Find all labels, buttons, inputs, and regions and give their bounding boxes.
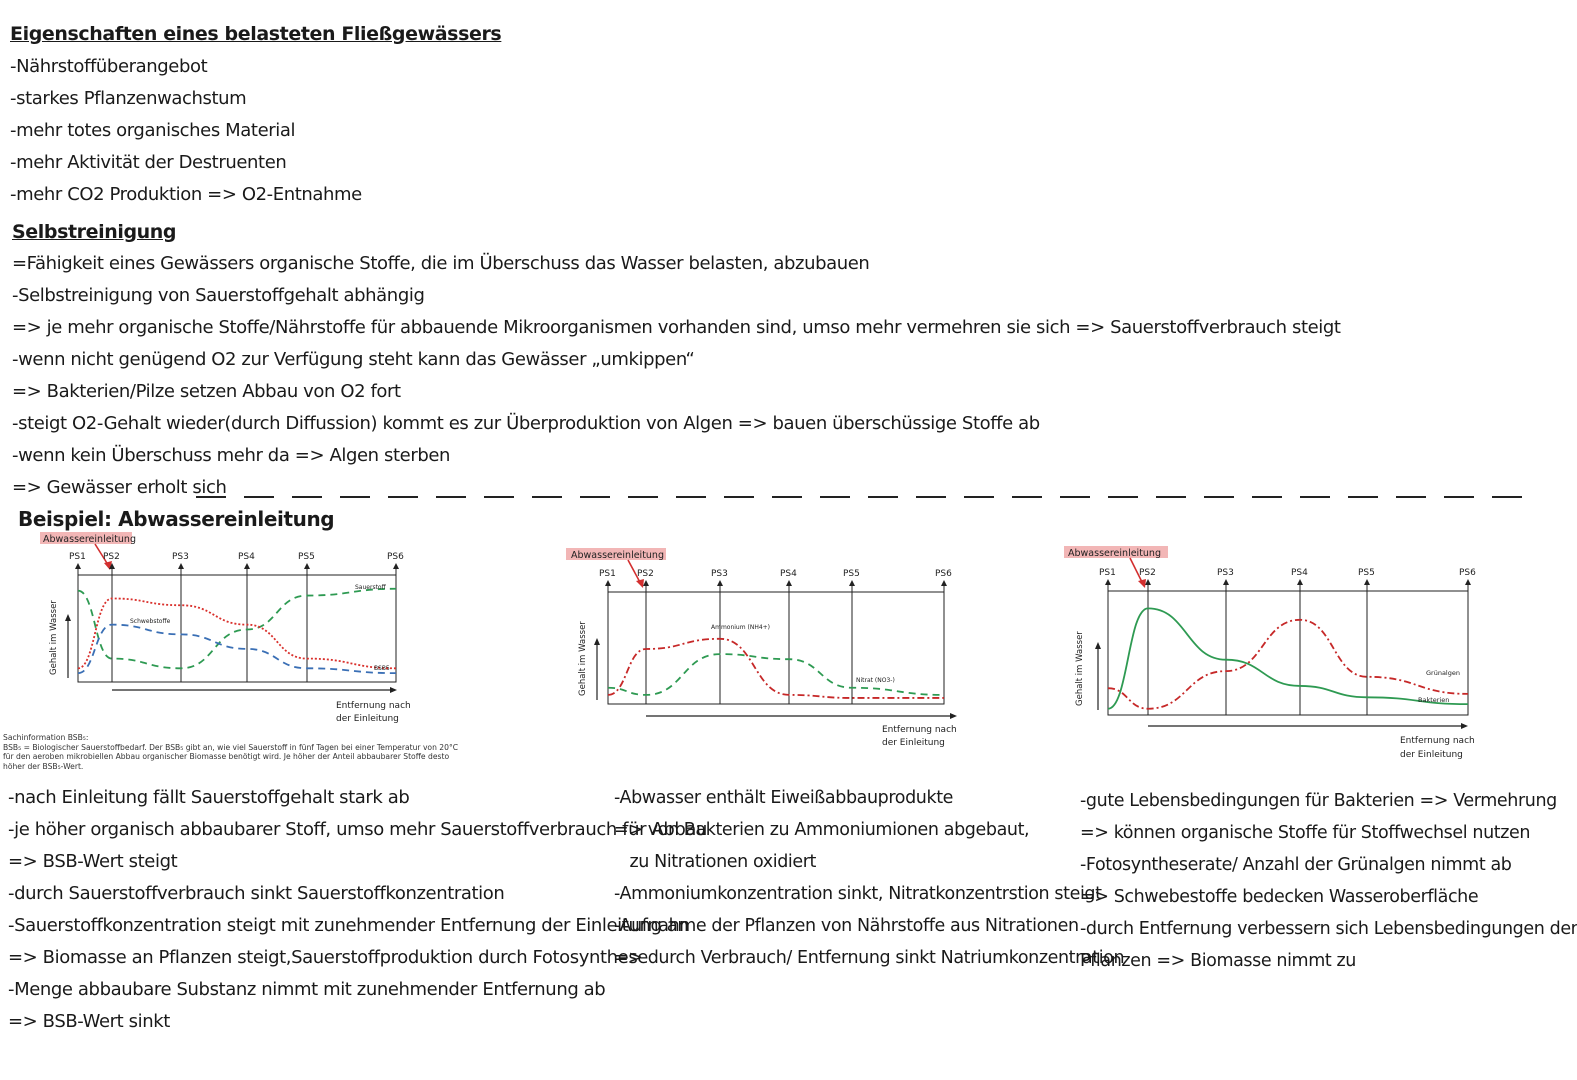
station-arrow (941, 580, 947, 586)
chart-sauerstoff-bsb (40, 530, 460, 730)
text-line: => BSB-Wert sinkt (8, 1011, 170, 1032)
station-label-ps3: PS3 (172, 552, 189, 562)
x-axis-label-2: der Einleitung (882, 738, 945, 748)
y-axis-label: Gehalt im Wasser (578, 621, 588, 696)
text-line: -Selbstreinigung von Sauerstoffgehalt abhängig (12, 285, 425, 306)
station-arrow (75, 563, 81, 569)
station-label-ps5: PS5 (843, 569, 860, 579)
text-line: => durch Verbrauch/ Entfernung sinkt Natriumkonzentration (614, 948, 1125, 968)
station-arrow (717, 580, 723, 586)
heading-beispiel: Beispiel: Abwassereinleitung (18, 507, 335, 531)
text-line: -gute Lebensbedingungen für Bakterien => Vermehrung (1080, 791, 1557, 811)
station-arrow (1364, 579, 1370, 585)
series-label-schwebstoffe: Schwebstoffe (130, 618, 171, 625)
station-arrow (1145, 579, 1151, 585)
station-label-ps1: PS1 (1099, 568, 1116, 578)
sachinfo (3, 733, 463, 771)
station-arrow (1105, 579, 1111, 585)
plot-frame (78, 575, 396, 682)
chart-gruenalgen-bakterien (1064, 544, 1504, 766)
text-line: => Biomasse an Pflanzen steigt,Sauerstoffproduktion durch Fotosynthese (8, 947, 648, 968)
station-arrow (643, 580, 649, 586)
text-line: => je mehr organische Stoffe/Nährstoffe für abbauende Mikroorganismen vorhanden sind, umso mehr vermehren sie sich => Sauerstoffverbrauch steigt (12, 317, 1341, 338)
station-label-ps6: PS6 (935, 569, 952, 579)
text-line: -nach Einleitung fällt Sauerstoffgehalt stark ab (8, 787, 410, 808)
series-line-0 (78, 589, 396, 669)
text-line: -Nährstoffüberangebot (10, 56, 208, 77)
heading-belastetes-fliessgewaesser: Eigenschaften eines belasteten Fließgewässers (10, 23, 502, 45)
station-arrow (786, 580, 792, 586)
chart-ammonium-nitrat (566, 546, 986, 756)
station-arrow (178, 563, 184, 569)
series-label-bsb: BSB5 (374, 665, 390, 672)
text-line: -starkes Pflanzenwachstum (10, 88, 247, 109)
x-axis-label-1: Entfernung nach (1400, 736, 1475, 746)
series-label-nitrat: Nitrat (NO3-) (856, 677, 895, 684)
text-line: -Menge abbaubare Substanz nimmt mit zunehmender Entfernung ab (8, 979, 606, 1000)
series-label-gruenalgen: Grünalgen (1426, 669, 1460, 677)
series-line-1 (78, 625, 396, 674)
station-label-ps5: PS5 (1358, 568, 1375, 578)
station-arrow (244, 563, 250, 569)
text-line: -Sauerstoffkonzentration steigt mit zunehmender Entfernung der Einleitung an (8, 915, 689, 936)
text-line: -Ammoniumkonzentration sinkt, Nitratkonzentrstion steigt (614, 884, 1102, 904)
station-label-ps4: PS4 (780, 569, 797, 579)
text-line: -je höher organisch abbaubarer Stoff, umso mehr Sauerstoffverbrauch für Abbau (8, 819, 708, 840)
inflow-label: Abwassereinleitung (1068, 548, 1161, 559)
text-line: => von Bakterien zu Ammoniumionen abgebaut, (614, 820, 1030, 840)
text-line: =Fähigkeit eines Gewässers organische Stoffe, die im Überschuss das Wasser belasten, abzubauen (12, 253, 870, 274)
station-label-ps3: PS3 (1217, 568, 1234, 578)
column-sauerstoff (8, 782, 707, 1038)
text-line: Pflanzen => Biomasse nimmt zu (1080, 951, 1356, 971)
text-line: -durch Entfernung verbessern sich Lebensbedingungen der (1080, 919, 1577, 939)
station-label-ps1: PS1 (69, 552, 86, 562)
x-axis-label-2: der Einleitung (336, 714, 399, 724)
station-arrow (1465, 579, 1471, 585)
station-arrow (304, 563, 310, 569)
sachinfo-title: Sachinformation BSB₅: (3, 733, 89, 742)
x-axis-label-2: der Einleitung (1400, 750, 1463, 760)
heading-selbstreinigung: Selbstreinigung (12, 221, 177, 243)
y-axis-label: Gehalt im Wasser (49, 600, 59, 675)
station-arrow (605, 580, 611, 586)
series-line-0 (608, 639, 944, 698)
text-line: -Fotosyntheserate/ Anzahl der Grünalgen nimmt ab (1080, 855, 1512, 875)
station-label-ps2: PS2 (1139, 568, 1156, 578)
station-label-ps4: PS4 (1291, 568, 1308, 578)
station-label-ps5: PS5 (298, 552, 315, 562)
y-axis-label: Gehalt im Wasser (1075, 631, 1085, 706)
x-axis-label-1: Entfernung nach (336, 701, 411, 711)
series-line-2 (78, 598, 396, 668)
station-label-ps4: PS4 (238, 552, 255, 562)
station-arrow (1297, 579, 1303, 585)
series-line-1 (1108, 608, 1468, 708)
series-label-ammonium: Ammonium (NH4+) (711, 624, 771, 631)
text-line: -mehr totes organisches Material (10, 120, 296, 141)
series-label-sauerstoff: Sauerstoff (355, 584, 386, 591)
series-line-0 (1108, 620, 1468, 709)
sachinfo-text: BSB₅ = Biologischer Sauerstoffbedarf. Der BSB₅ gibt an, wie viel Sauerstoff in fünf Tagen bei einer Temperatur von 20°C für den aeroben mikrobiellen Abbau organischer Biomasse benötigt wird. Je höher der Anteil abbaubarer Stoffe desto höher der BSB₅-Wert. (3, 742, 459, 771)
text-line: -wenn kein Überschuss mehr da => Algen sterben (12, 445, 451, 466)
text-line: -mehr CO2 Produktion => O2-Entnahme (10, 184, 362, 205)
station-label-ps2: PS2 (637, 569, 654, 579)
station-label-ps6: PS6 (1459, 568, 1476, 578)
x-axis-label-1: Entfernung nach (882, 725, 957, 735)
station-arrow (393, 563, 399, 569)
inflow-label: Abwassereinleitung (571, 550, 664, 561)
station-arrow (849, 580, 855, 586)
text-line: => können organische Stoffe für Stoffwechsel nutzen (1080, 823, 1531, 843)
series-line-1 (608, 654, 944, 695)
text-line: -steigt O2-Gehalt wieder(durch Diffussion) kommt es zur Überproduktion von Algen => bauen überschüssige Stoffe ab (12, 413, 1040, 434)
plot-frame (1108, 591, 1468, 715)
text-line: -wenn nicht genügend O2 zur Verfügung steht kann das Gewässer „umkippen“ (12, 349, 695, 370)
station-label-ps1: PS1 (599, 569, 616, 579)
column-bakterien (1080, 785, 1577, 977)
station-label-ps2: PS2 (103, 552, 120, 562)
text-line: => Bakterien/Pilze setzen Abbau von O2 fort (12, 381, 401, 402)
station-arrow (1223, 579, 1229, 585)
text-line: -durch Sauerstoffverbrauch sinkt Sauerstoffkonzentration (8, 883, 505, 904)
text-line: => BSB-Wert steigt (8, 851, 178, 872)
inflow-label: Abwassereinleitung (43, 534, 136, 545)
text-line: -mehr Aktivität der Destruenten (10, 152, 287, 173)
column-ammonium (614, 782, 1124, 974)
station-label-ps6: PS6 (387, 552, 404, 562)
series-label-bakterien: Bakterien (1418, 696, 1450, 704)
text-line: -Aufnahme der Pflanzen von Nährstoffe aus Nitrationen (614, 916, 1079, 936)
text-line: => Gewässer erholt sich (12, 477, 227, 498)
text-line: -Abwasser enthält Eiweißabbauprodukte (614, 788, 954, 808)
text-line: zu Nitrationen oxidiert (614, 852, 816, 872)
station-label-ps3: PS3 (711, 569, 728, 579)
text-line: => Schwebestoffe bedecken Wasseroberfläche (1080, 887, 1479, 907)
